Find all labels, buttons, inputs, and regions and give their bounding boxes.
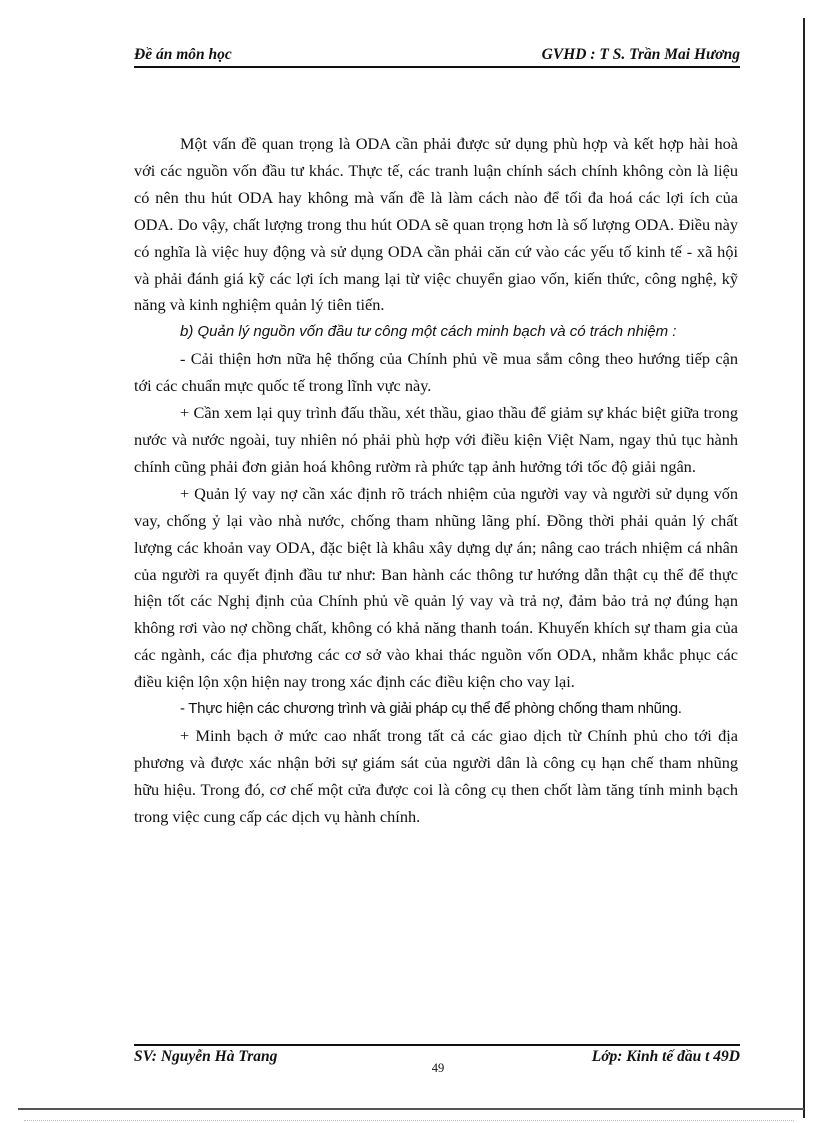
page-number: 49	[431, 1061, 445, 1075]
paragraph-transparency: + Minh bạch ở mức cao nhất trong tất cả các giao dịch từ Chính phủ cho tới địa phương và được xác nhận bởi sự giám sát của người dân là công cụ hạn chế tham nhũng hữu hiệu. Trong đó, cơ chế một cửa được coi là công cụ then chốt làm tăng tính minh bạch trong việc cung cấp các dịch vụ hành chính.	[134, 725, 738, 826]
footer-student: SV: Nguyễn Hà Trang	[134, 1048, 278, 1065]
header-supervisor: GVHD : T S. Trần Mai Hương	[541, 46, 740, 63]
paragraph-bidding: + Cần xem lại quy trình đấu thầu, xét thầu, giao thầu để giảm sự khác biệt giữa trong nước và nước ngoài, tuy nhiên nó phải phù hợp với điều kiện Việt Nam, ngay thủ tục hành chính cũng phải đơn giản hoá không rườm rà phức tạp ảnh hưởng tới tốc độ giải ngân.	[134, 403, 738, 476]
footer-rule	[134, 1044, 740, 1046]
paragraph-procurement: - Cải thiện hơn nữa hệ thống của Chính phủ về mua sắm công theo hướng tiếp cận tới các chuẩn mực quốc tế trong lĩnh vực này.	[134, 349, 738, 396]
subheading-public-investment: b) Quản lý nguồn vốn đầu tư công một cách minh bạch và có trách nhiệm :	[180, 323, 677, 341]
footer-class: Lớp: Kinh tế đầu t 49D	[591, 1048, 740, 1065]
paragraph-oda-quality: Một vấn đề quan trọng là ODA cần phải được sử dụng phù hợp và kết hợp hài hoà với các nguồn vốn đầu tư khác. Thực tế, các tranh luận chính sách chính không còn là liệu có nên thu hút ODA hay không mà vấn đề là làm cách nào để tối đa hoá các lợi ích của ODA. Do vậy, chất lượng trong thu hút ODA sẽ quan trọng hơn là số lượng ODA. Điều này có nghĩa là việc huy động và sử dụng ODA cần phải căn cứ vào các yếu tố kinh tế - xã hội và phải đánh giá kỹ các lợi ích mang lại từ việc chuyển giao vốn, kiến thức, công nghệ, kỹ năng và kinh nghiệm quản lý tiên tiến.	[134, 134, 738, 315]
body-text	[134, 131, 738, 831]
header-course-title: Đề án môn học	[134, 46, 232, 63]
header-rule	[134, 66, 740, 68]
paragraph-debt-management: + Quản lý vay nợ cần xác định rõ trách nhiệm của người vay và người sử dụng vốn vay, chống ỷ lại vào nhà nước, chống tham nhũng lãng phí. Đồng thời phải quản lý chất lượng các khoản vay ODA, đặc biệt là khâu xây dựng dự án; nâng cao trách nhiệm cá nhân của người ra quyết định đầu tư như: Ban hành các thông tư hướng dẫn thật cụ thể để thực hiện tốt các Nghị định của Chính phủ về quản lý vay và trả nợ, đảm bảo trả nợ đúng hạn không rơi vào nợ chồng chất, không có khả năng thanh toán. Khuyến khích sự tham gia của các ngành, các địa phương các cơ sở vào khai thác nguồn vốn ODA, nhằm khắc phục các điều kiện lộn xộn hiện nay trong xác định các điều kiện cho vay lại.	[134, 483, 738, 692]
paragraph-anti-corruption: - Thực hiện các chương trình và giải pháp cụ thể để phòng chống tham nhũng.	[180, 700, 682, 718]
page-header	[134, 46, 740, 68]
page-shadow-right	[803, 18, 805, 1118]
page-shadow-bottom	[18, 1108, 804, 1110]
page-break-line	[24, 1120, 794, 1121]
